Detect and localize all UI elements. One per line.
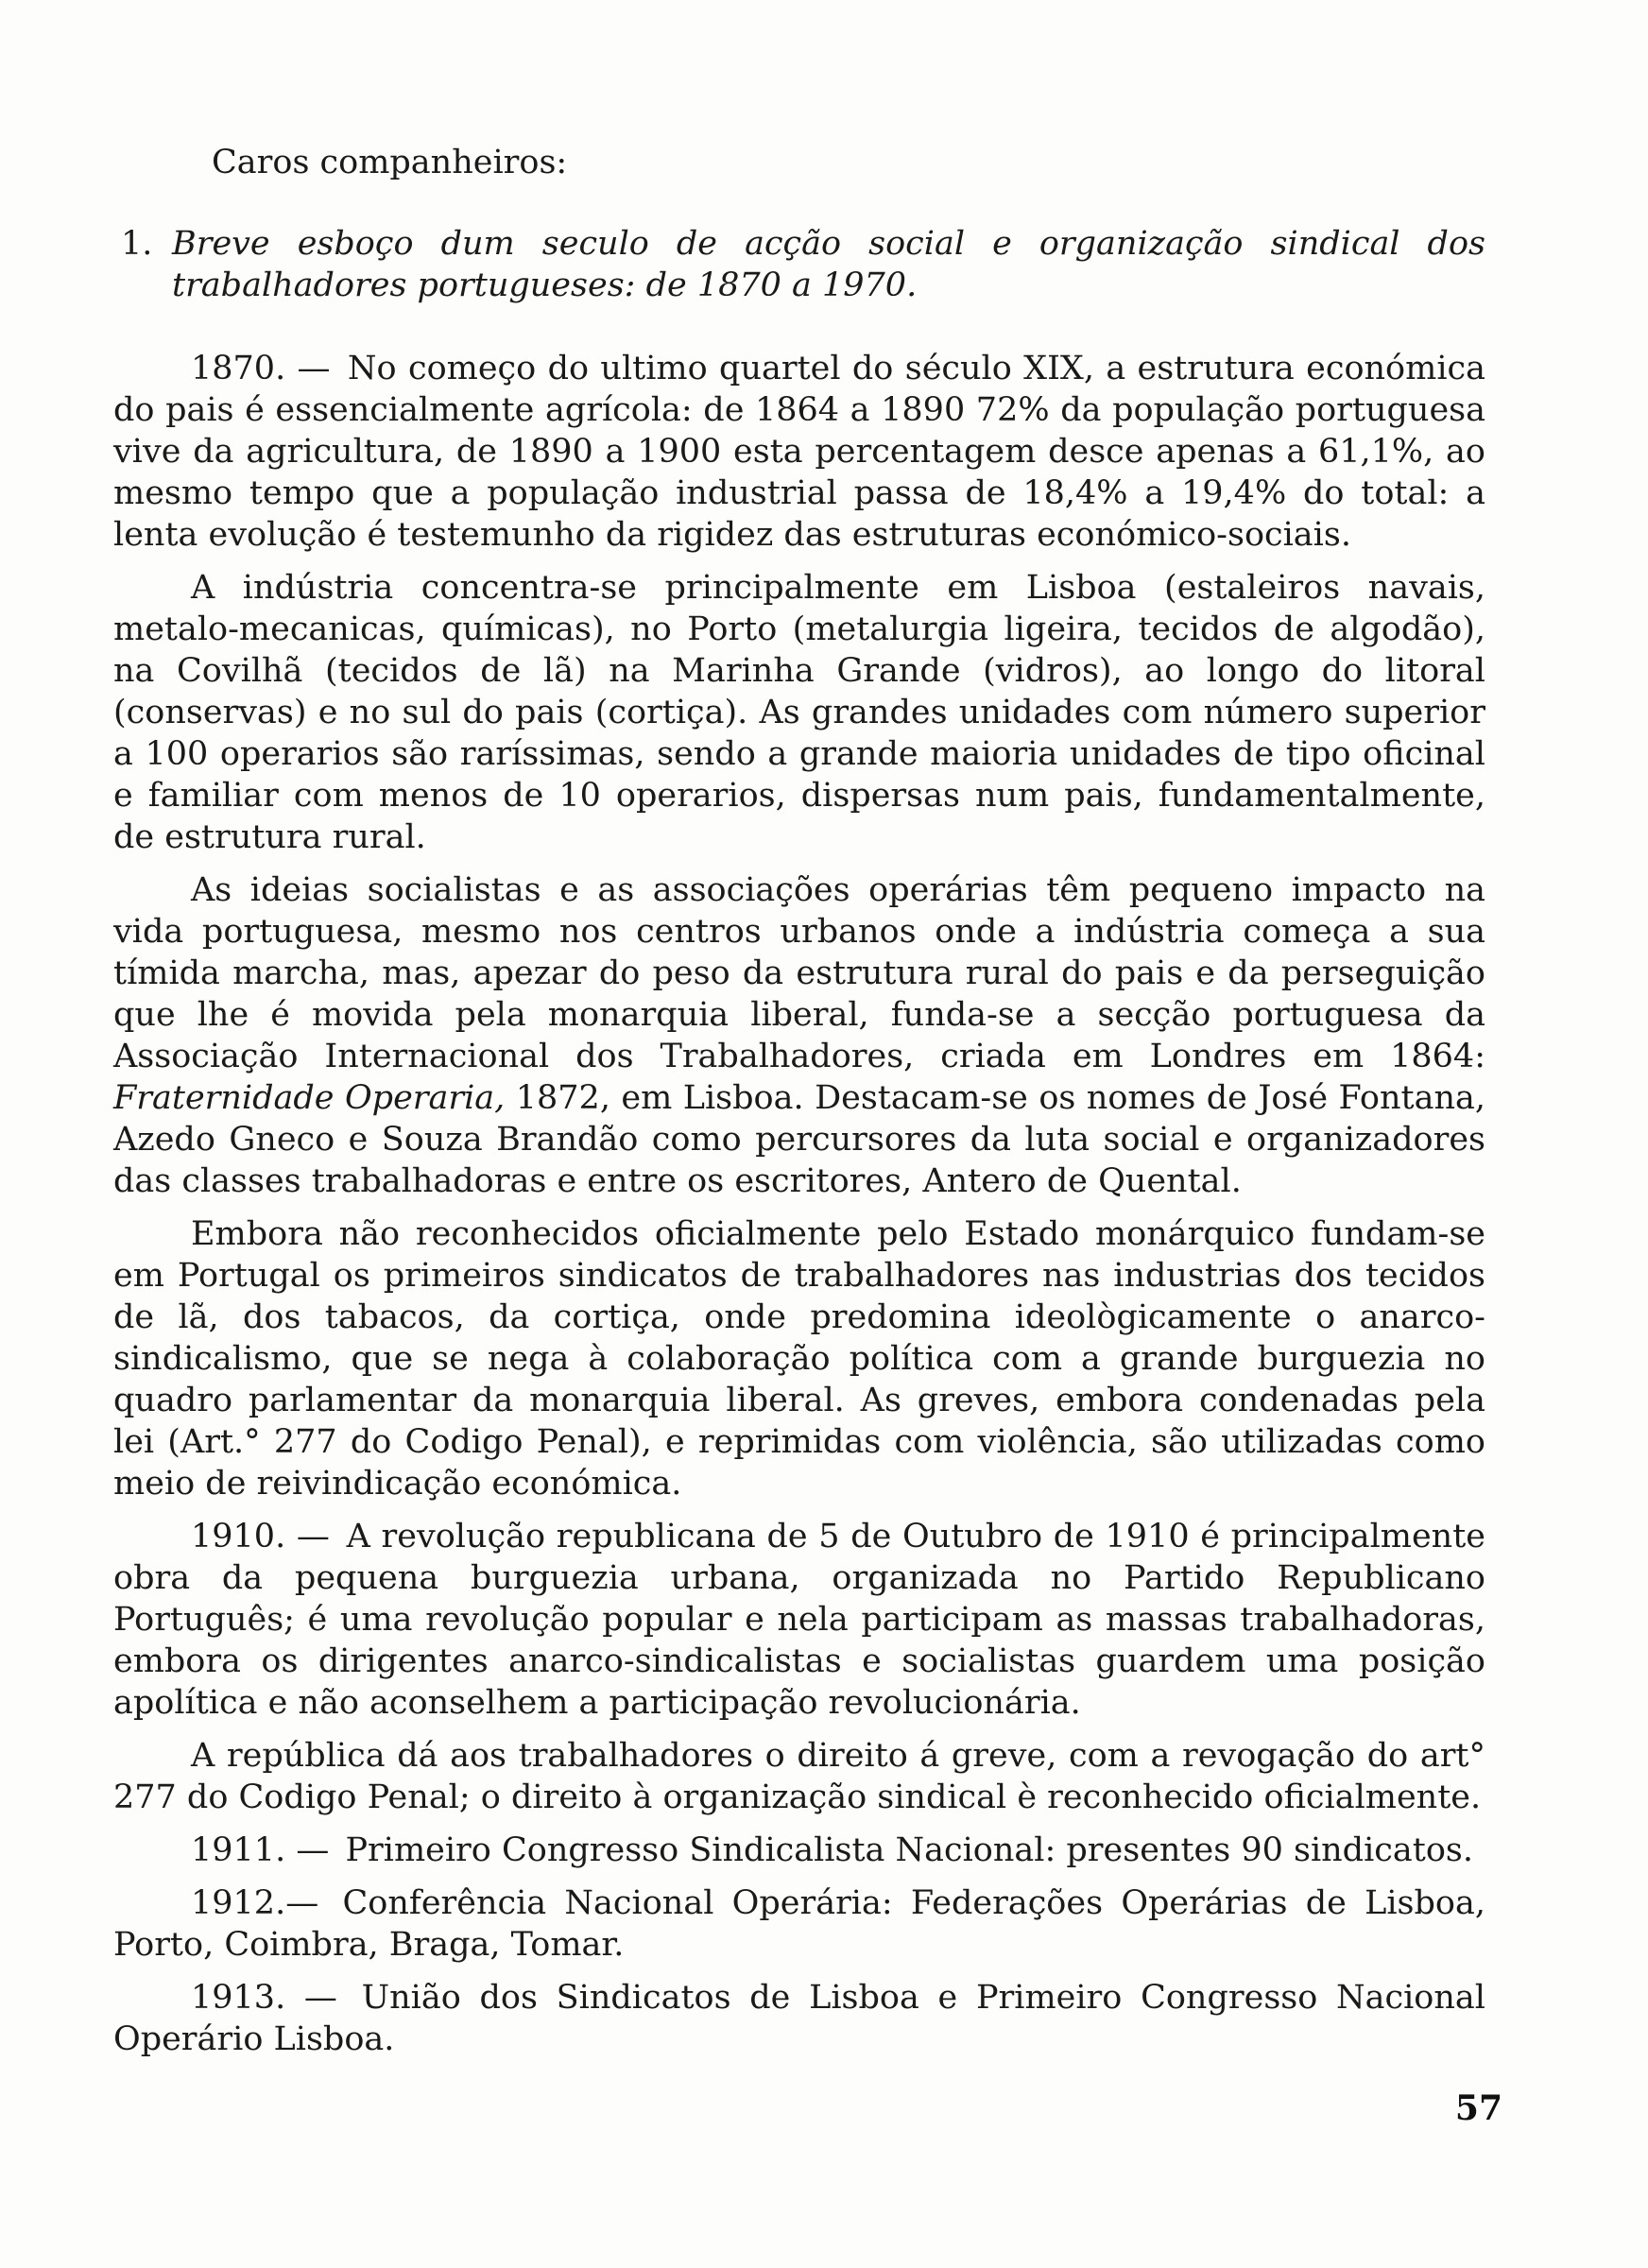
- paragraph-1911: [113, 1830, 1485, 1871]
- paragraph-text: No começo do ultimo quartel do século XIX, a estrutura económica do pais é essencialmente agrícola: de 1864 a 1890 72% da população portuguesa vive da agricultura, de 1890 a 1900 esta percentagem desce apenas a 61,1%, ao mesmo tempo que a população industrial passa de 18,4% a 19,4% do total: a lenta evolução é testemunho da rigidez das estruturas económico-sociais.: [113, 350, 1485, 554]
- body-text: [113, 142, 1485, 2071]
- paragraph-text: A indústria concentra-se principalmente em Lisboa (estaleiros navais, metalo-mecanicas, químicas), no Porto (metalurgia ligeira, tecidos de algodão), na Covilhã (tecidos de lã) na Marinha Grande (vidros), ao longo do litoral (conservas) e no sul do pais (cortiça). As grandes unidades com número superior a 100 operarios são raríssimas, sendo a grande maioria unidades de tipo oficinal e familiar com menos de 10 operarios, dispersas num pais, fundamentalmente, de estrutura rural.: [113, 569, 1485, 856]
- paragraph-text: Conferência Nacional Operária: Federações Operárias de Lisboa, Porto, Coimbra, Braga, Tomar.: [113, 1884, 1485, 1964]
- paragraph-1912: [113, 1882, 1485, 1966]
- paragraph-industry: [113, 567, 1485, 858]
- paragraph-text: Embora não reconhecidos oficialmente pelo Estado monárquico fundam-se em Portugal os primeiros sindicatos de trabalhadores nas industrias dos tecidos de lã, dos tabacos, da cortiça, onde predomina ideològicamente o anarco-sindicalismo, que se nega à colaboração política com a grande burguezia no quadro parlamentar da monarquia liberal. As greves, embora condenadas pela lei (Art.° 277 do Codigo Penal), e reprimidas com violência, são utilizadas como meio de reivindicação económica.: [113, 1215, 1485, 1503]
- section-heading: [113, 223, 1485, 306]
- year-label: 1911. —: [191, 1831, 330, 1869]
- paragraph-text: União dos Sindicatos de Lisboa e Primeiro Congresso Nacional Operário Lisboa.: [113, 1979, 1485, 2058]
- paragraph-text: As ideias socialistas e as associações operárias têm pequeno impacto na vida portuguesa, mesmo nos centros urbanos onde a indústria começa a sua tímida marcha, mas, apezar do peso da estrutura rural do pais e da perseguição que lhe é movida pela monarquia liberal, funda-se a secção portuguesa da Associação Internacional dos Trabalhadores, criada em Londres em 1864:: [113, 871, 1485, 1075]
- paragraph-text: A revolução republicana de 5 de Outubro de 1910 é principalmente obra da pequena burguezia urbana, organizada no Partido Republicano Português; é uma revolução popular e nela participam as massas trabalhadoras, embora os dirigentes anarco-sindicalistas e socialistas guardem uma posição apolítica e não aconselhem a participação revolucionária.: [113, 1518, 1485, 1722]
- paragraph-first-unions: [113, 1213, 1485, 1504]
- paragraph-1870: [113, 348, 1485, 556]
- paragraph-republic-rights: [113, 1735, 1485, 1818]
- paragraph-emphasis: Fraternidade Operaria,: [113, 1079, 506, 1117]
- year-label: 1913. —: [191, 1979, 337, 2017]
- paragraph-1910: [113, 1516, 1485, 1724]
- section-title: Breve esboço dum seculo de acção social e organização sindical dos trabalhadores portugueses: de 1870 a 1970.: [172, 225, 1485, 304]
- year-label: 1870. —: [191, 350, 331, 387]
- year-label: 1912.—: [191, 1884, 319, 1922]
- salutation: Caros companheiros:: [212, 144, 568, 181]
- section-number: 1.: [121, 225, 153, 263]
- paragraph-socialist-ideas: [113, 869, 1485, 1202]
- year-label: 1910. —: [191, 1518, 330, 1555]
- paragraph-1913: [113, 1977, 1485, 2060]
- paragraph-text: A república dá aos trabalhadores o direito á greve, com a revogação do art° 277 do Codigo Penal; o direito à organização sindical è reconhecido oficialmente.: [113, 1737, 1485, 1816]
- page-number: 57: [1454, 2088, 1502, 2128]
- paragraph-text: 1872, em Lisboa. Destacam-se os nomes de José Fontana, Azedo Gneco e Souza Brandão como percursores da luta social e organizadores das classes trabalhadoras e entre os escritores, Antero de Quental.: [113, 1079, 1485, 1200]
- paragraph-text: Primeiro Congresso Sindicalista Nacional: presentes 90 sindicatos.: [345, 1831, 1473, 1869]
